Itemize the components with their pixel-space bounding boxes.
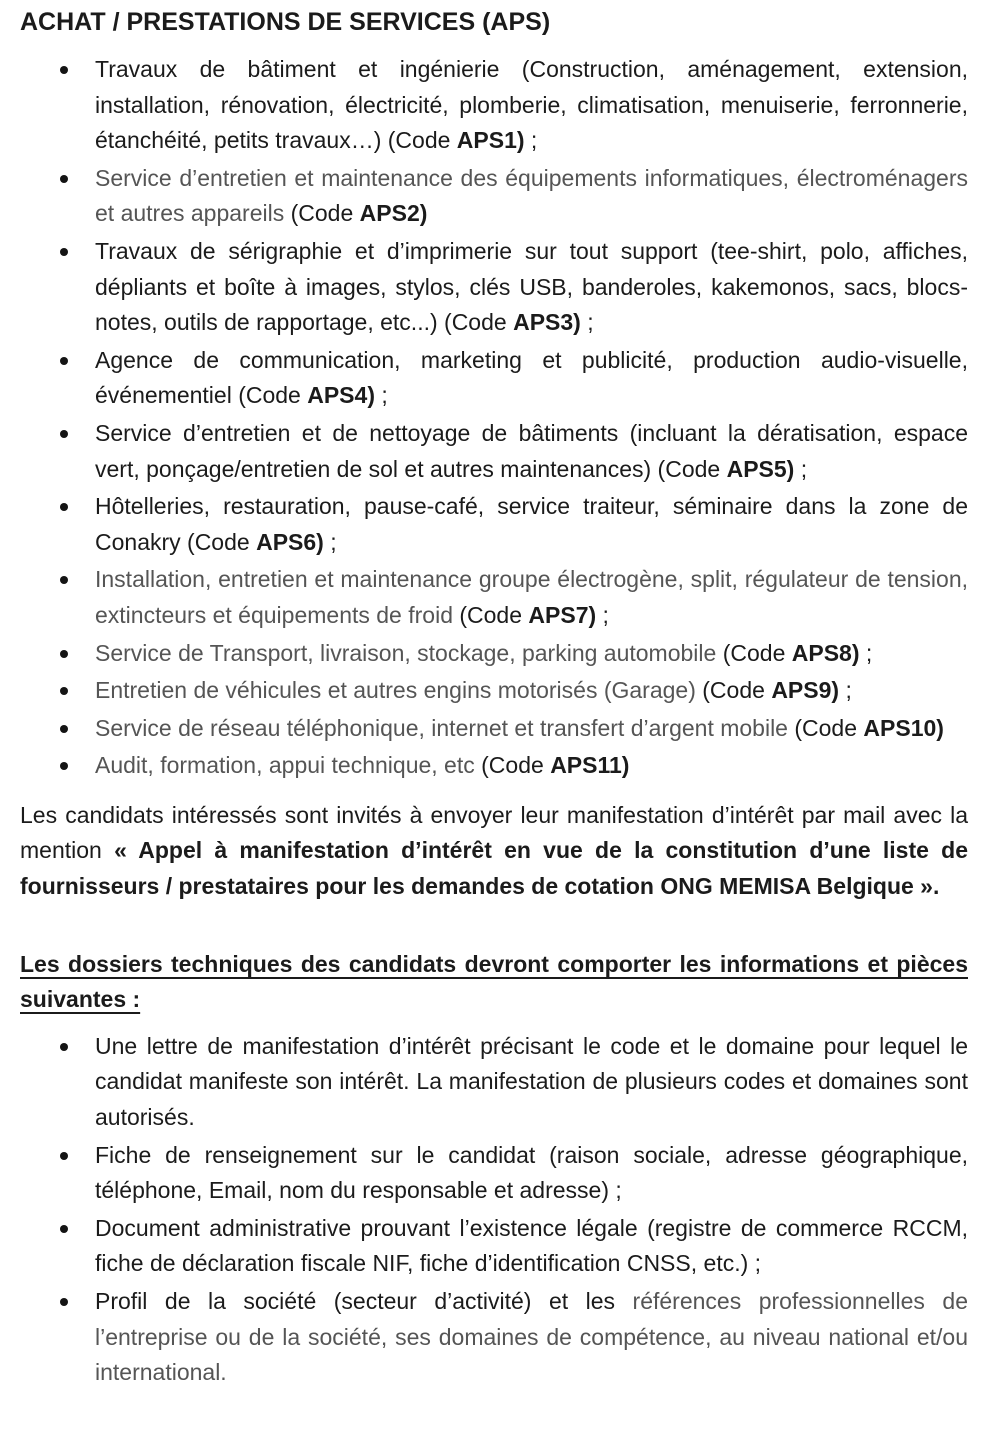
list-item xyxy=(20,711,968,747)
page-title: ACHAT / PRESTATIONS DE SERVICES (APS) xyxy=(20,8,551,36)
text-run: (Code xyxy=(459,601,529,628)
text-run: Une lettre de manifestation d’intérêt précisant le code et le domaine pour lequel le candidat manifeste son intérêt. La manifestation de plusieurs codes et domaines sont autorisés. xyxy=(95,1032,968,1131)
text-run: ; xyxy=(374,382,388,409)
bullet-icon xyxy=(60,1298,68,1306)
text-run: Document administrative prouvant l’existence légale (registre de commerce RCCM, fiche de déclaration fiscale NIF, fiche d’identification CNSS, etc.) ; xyxy=(95,1214,968,1277)
text-run: APS5) xyxy=(726,455,795,482)
list-item xyxy=(20,343,968,414)
dossier-heading: Les dossiers techniques des candidats devront comporter les informations et pièces suivantes : xyxy=(20,950,968,1013)
bullet-icon xyxy=(60,1152,68,1160)
bullet-icon xyxy=(60,725,68,733)
text-run: (Code xyxy=(722,639,792,666)
text-run: Installation, entretien et maintenance groupe électrogène, split, régulateur de tension, extincteurs et équipements de froid xyxy=(95,566,968,628)
list-item-text xyxy=(95,1138,968,1209)
list-item xyxy=(20,234,968,341)
list-item-text xyxy=(95,748,968,784)
text-run: APS10) xyxy=(863,714,944,741)
list-item-text xyxy=(95,416,968,487)
text-run: ; xyxy=(859,639,873,666)
list-item xyxy=(20,489,968,560)
text-run: Les candidats intéressés sont invités à envoyer leur manifestation d’intérêt par mail avec la mention xyxy=(20,801,968,864)
text-run: APS11) xyxy=(550,752,630,779)
text-run: « Appel à manifestation d’intérêt en vue de la constitution d’une liste de fournisseurs / prestataires pour les demandes de cotation ONG MEMISA Belgique ». xyxy=(20,837,968,900)
text-run: ; xyxy=(596,601,609,628)
text-run: APS2) xyxy=(359,200,428,227)
text-run: Entretien de véhicules et autres engins motorisés (Garage) xyxy=(95,677,703,704)
text-run: APS7) xyxy=(528,601,597,628)
text-run: Service de réseau téléphonique, internet et transfert d’argent mobile xyxy=(95,714,795,741)
text-run: ; xyxy=(323,528,337,555)
text-run: Audit, formation, appui technique, etc xyxy=(95,752,482,779)
list-item-text xyxy=(95,562,968,633)
list-item xyxy=(20,562,968,633)
list-item-text xyxy=(95,489,968,560)
text-run: Travaux de bâtiment et ingénierie (Construction, aménagement, extension, installation, rénovation, électricité, plomberie, climatisation, menuiserie, ferronnerie, étanchéité, petits travaux…) (Code xyxy=(95,56,968,154)
text-run: ; xyxy=(794,455,808,482)
bullet-icon xyxy=(60,503,68,511)
bullet-icon xyxy=(60,1043,68,1051)
bullet-icon xyxy=(60,66,68,74)
text-run: Hôtelleries, restauration, pause-café, service traiteur, séminaire dans la zone de Conakry (Code xyxy=(95,493,968,555)
bullet-icon xyxy=(60,357,68,365)
text-run: APS3) xyxy=(513,309,581,336)
text-run: APS1) xyxy=(456,127,525,154)
text-run: APS9) xyxy=(771,677,840,704)
list-item-text xyxy=(95,711,968,747)
list-item-text xyxy=(95,636,968,672)
text-run: (Code xyxy=(702,677,772,704)
list-item xyxy=(20,52,968,159)
list-item xyxy=(20,416,968,487)
text-run: (Code xyxy=(481,752,551,779)
text-run: références professionnelles de l’entreprise ou de la société, ses domaines de compétence, au niveau national et/ou international. xyxy=(95,1288,968,1386)
list-item-text xyxy=(95,1211,968,1282)
list-item-text xyxy=(95,52,968,159)
list-item-text xyxy=(95,1284,968,1391)
text-run: APS8) xyxy=(791,639,860,666)
list-item xyxy=(20,673,968,709)
text-run: (Code xyxy=(794,714,864,741)
text-run: Fiche de renseignement sur le candidat (raison sociale, adresse géographique, téléphone, Email, nom du responsable et adresse) ; xyxy=(95,1141,968,1204)
text-run: Travaux de sérigraphie et d’imprimerie sur tout support (tee-shirt, polo, affiches, dépliants et boîte à images, stylos, clés USB, banderoles, kakemonos, sacs, blocs-notes, outils de rapportage, etc...) (Code xyxy=(95,237,968,336)
text-run: APS6) xyxy=(256,528,324,555)
aps-service-list xyxy=(20,52,968,784)
dossier-requirements-list xyxy=(20,1029,968,1391)
bullet-icon xyxy=(60,248,68,256)
list-item xyxy=(20,1211,968,1282)
list-item-text xyxy=(95,343,968,414)
bullet-icon xyxy=(60,175,68,183)
bullet-icon xyxy=(60,762,68,770)
list-item-text xyxy=(95,673,968,709)
list-item xyxy=(20,161,968,232)
bullet-icon xyxy=(60,430,68,438)
text-run: (Code xyxy=(290,200,360,227)
list-item xyxy=(20,1284,968,1391)
text-run: ; xyxy=(524,127,538,154)
list-item-text xyxy=(95,161,968,232)
bullet-icon xyxy=(60,1225,68,1233)
bullet-icon xyxy=(60,576,68,584)
text-run: ; xyxy=(839,677,852,704)
list-item xyxy=(20,1138,968,1209)
text-run: Service d’entretien et maintenance des équipements informatiques, électroménagers et autres appareils xyxy=(95,164,968,227)
list-item-text xyxy=(95,234,968,341)
list-item-text xyxy=(95,1029,968,1136)
text-run: Agence de communication, marketing et publicité, production audio-visuelle, événementiel (Code xyxy=(95,346,968,409)
list-item xyxy=(20,1029,968,1136)
text-run: Service de Transport, livraison, stockage, parking automobile xyxy=(95,639,723,666)
bullet-icon xyxy=(60,650,68,658)
text-run: ; xyxy=(580,309,594,336)
bullet-icon xyxy=(60,687,68,695)
text-run: Service d’entretien et de nettoyage de bâtiments (incluant la dératisation, espace vert, ponçage/entretien de sol et autres maintenances) (Code xyxy=(95,419,968,482)
text-run: APS4) xyxy=(307,382,375,409)
list-item xyxy=(20,636,968,672)
list-item xyxy=(20,748,968,784)
invitation-paragraph xyxy=(20,798,968,905)
text-run: Profil de la société (secteur d’activité) et les xyxy=(95,1288,633,1314)
